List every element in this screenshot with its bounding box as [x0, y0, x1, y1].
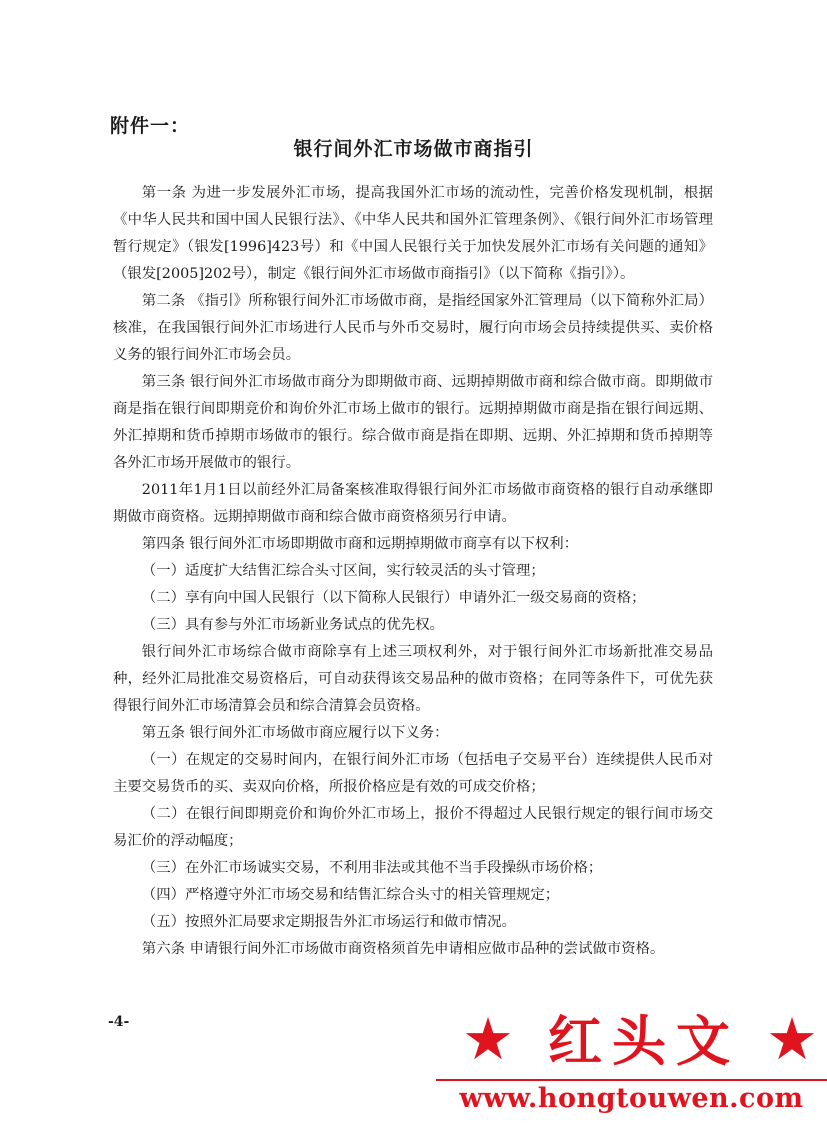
paragraph: 银行间外汇市场综合做市商除享有上述三项权利外，对于银行间外汇市场新批准交易品种，经外汇局批准交易资格后，可自动获得该交易品种的做市资格；在同等条件下，可优先获得银行间外汇市场清算会员和综合清算会员资格。 — [113, 644, 713, 714]
paragraph: 第五条 银行间外汇市场做市商应履行以下义务： — [141, 725, 449, 741]
document-body — [113, 180, 713, 963]
paragraph: 第四条 银行间外汇市场即期做市商和远期掉期做市商享有以下权利： — [141, 536, 579, 552]
paragraph: （三）具有参与外汇市场新业务试点的优先权。 — [141, 617, 445, 633]
paragraph: （三）在外汇市场诚实交易，不利用非法或其他不当手段操纵市场价格； — [141, 860, 603, 876]
paragraph: （一）适度扩大结售汇综合头寸区间，实行较灵活的头寸管理； — [141, 563, 545, 579]
paragraph: 第三条 银行间外汇市场做市商分为即期做市商、远期掉期做市商和综合做市商。即期做市商是指在银行间即期竞价和询价外汇市场上做市的银行。远期掉期做市商是指在银行间远期、外汇掉期和货币掉期市场做市的银行。综合做市商是指在即期、远期、外汇掉期和货币掉期等各外汇市场开展做市的银行。 — [113, 374, 713, 471]
watermark-logo — [436, 1003, 827, 1123]
star-icon: ★ — [766, 1005, 818, 1073]
paragraph: （五）按照外汇局要求定期报告外汇市场运行和做市情况。 — [141, 914, 516, 930]
paragraph: 第二条 《指引》所称银行间外汇市场做市商，是指经国家外汇管理局（以下简称外汇局）核准，在我国银行间外汇市场进行人民币与外币交易时，履行向市场会员持续提供买、卖价格义务的银行间外汇市场会员。 — [113, 293, 713, 363]
watermark-row — [456, 1007, 827, 1071]
paragraph: （一）在规定的交易时间内，在银行间外汇市场（包括电子交易平台）连续提供人民币对主要交易货币的买、卖双向价格，所报价格应是有效的可成交价格； — [113, 752, 713, 795]
watermark-text: 红头文 — [548, 1009, 740, 1073]
paragraph: 第六条 申请银行间外汇市场做市商资格须首先申请相应做市品种的尝试做市资格。 — [141, 941, 665, 957]
paragraph: （二）在银行间即期竞价和询价外汇市场上，报价不得超过人民银行规定的银行间市场交易汇价的浮动幅度； — [113, 806, 713, 849]
page-number: -4- — [108, 1014, 130, 1030]
paragraph: 第一条 为进一步发展外汇市场，提高我国外汇市场的流动性，完善价格发现机制，根据《中华人民共和国中国人民银行法》、《中华人民共和国外汇管理条例》、《银行间外汇市场管理暂行规定》（银发[1996]423号）和《中国人民银行关于加快发展外汇市场有关问题的通知》（银发[2005]202号），制定《银行间外汇市场做市商指引》（以下简称《指引》）。 — [113, 185, 713, 282]
document-title: 银行间外汇市场做市商指引 — [293, 138, 534, 160]
watermark-url: www.hongtouwen.com — [459, 1083, 804, 1114]
paragraph: 2011年1月1日以前经外汇局备案核准取得银行间外汇市场做市商资格的银行自动承继即期做市商资格。远期掉期做市商和综合做市商资格须另行申请。 — [113, 482, 713, 525]
paragraph: （二）享有向中国人民银行（以下简称人民银行）申请外汇一级交易商的资格； — [141, 590, 646, 606]
star-icon: ★ — [462, 1005, 514, 1073]
attachment-label: 附件一： — [110, 115, 191, 137]
paragraph: （四）严格遵守外汇市场交易和结售汇综合头寸的相关管理规定； — [141, 887, 560, 903]
watermark-divider — [436, 1079, 827, 1081]
